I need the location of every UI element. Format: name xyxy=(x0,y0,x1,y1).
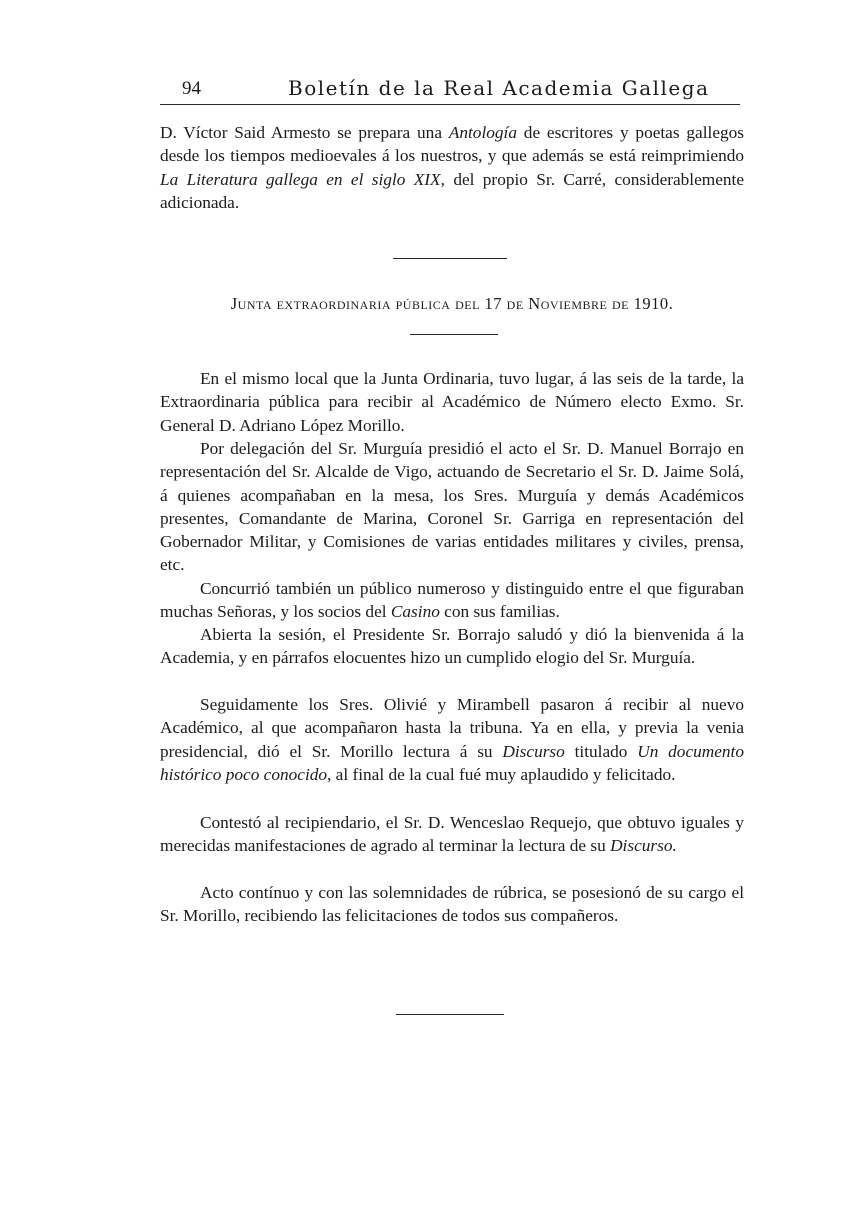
paragraph-5-text: Seguidamente los Sres. Olivié y Mirambell pasaron á recibir al nuevo Académico, al que acompañaron hasta la tribuna. Ya en ella, y previa la venia presidencial, dió el Sr. Morillo lectura á su xyxy=(160,695,744,761)
paragraph-3 xyxy=(160,577,744,624)
end-divider-rule xyxy=(396,1014,504,1015)
page-number: 94 xyxy=(182,78,201,99)
intro-text: , del propio Sr. Carré, considerablemente adicionada. xyxy=(160,169,744,212)
running-title: Boletín de la Real Academia Gallega xyxy=(288,76,710,100)
paragraph-5-text: al final de la cual fué muy aplaudido y felicitado. xyxy=(331,764,676,784)
page-header xyxy=(160,74,740,105)
paragraph-4: Abierta la sesión, el Presidente Sr. Borrajo saludó y dió la bienvenida á la Academia, y en párrafos elocuentes hizo un cumplido elogio del Sr. Murguía. xyxy=(160,625,744,668)
intro-paragraph xyxy=(160,121,744,214)
intro-title-literatura: La Literatura gallega en el siglo XIX xyxy=(160,169,441,189)
paragraph-5-italic-title: Un documento histórico poco conocido, xyxy=(160,741,744,784)
paragraph-3-text: Concurrió también un público numeroso y distinguido entre el que figuraban muchas Señoras, y los socios del xyxy=(160,579,744,622)
intro-text: de escritores y poetas gallegos desde los tiempos medioevales á los nuestros, y que además se está reimprimiendo xyxy=(160,123,744,166)
paragraph-5-italic-discurso: Discurso xyxy=(502,741,565,761)
section-heading: Junta extraordinaria pública del 17 de Noviembre de 1910. xyxy=(230,294,674,313)
heading-underline-rule xyxy=(410,334,498,335)
intro-title-antologia: Antología xyxy=(448,123,517,142)
paragraph-3-italic: Casino xyxy=(390,602,440,622)
paragraph-3-text: con sus familias. xyxy=(439,602,560,622)
paragraph-6 xyxy=(160,811,744,858)
intro-text: D. Víctor Said Armesto se prepara una xyxy=(160,123,449,142)
paragraph-6-italic: Discurso. xyxy=(610,836,677,856)
paragraph-5-text: titulado xyxy=(564,741,638,761)
paragraph-7: Acto contínuo y con las solemnidades de rúbrica, se posesionó de su cargo el Sr. Morillo, recibiendo las felicitaciones de todos sus compañeros. xyxy=(160,883,744,926)
paragraph-2: Por delegación del Sr. Murguía presidió el acto el Sr. D. Manuel Borrajo en representación del Sr. Alcalde de Vigo, actuando de Secretario el Sr. D. Jaime Solá, á quienes acompañaban en la mesa, los Sres. Murguía y demás Académicos presentes, Comandante de Marina, Coronel Sr. Garriga en representación del Gobernador Militar, y Comisiones de varias entidades militares y civiles, prensa, etc. xyxy=(160,439,744,575)
paragraph-1: En el mismo local que la Junta Ordinaria, tuvo lugar, á las seis de la tarde, la Extraordinaria pública para recibir al Académico de Número electo Exmo. Sr. General D. Adriano López Morillo. xyxy=(160,369,744,435)
paragraph-6-text: Contestó al recipiendario, el Sr. D. Wenceslao Requejo, que obtuvo iguales y merecidas manifestaciones de agrado al terminar la lectura de su xyxy=(160,813,744,856)
divider-rule xyxy=(393,258,507,259)
paragraph-5 xyxy=(160,693,744,786)
